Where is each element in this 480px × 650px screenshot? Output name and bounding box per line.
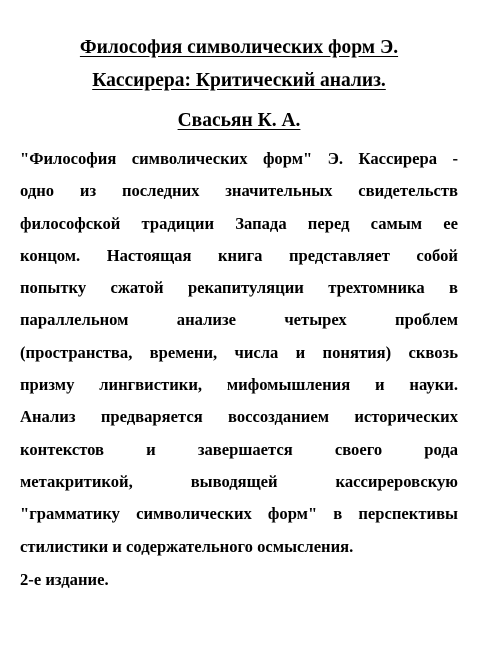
abstract-paragraph — [20, 143, 458, 563]
abstract-line: стилистики и содержательного осмысления. — [20, 536, 354, 556]
abstract-line: Анализ предваряется воссозданием исторических — [20, 407, 458, 427]
abstract-line: (пространства, времени, числа и понятия) сквозь — [20, 342, 458, 362]
document-title — [20, 0, 458, 97]
abstract-line: метакритикой, выводящей кассиреровскую — [20, 471, 458, 491]
abstract-line: контекстов и завершается своего рода — [20, 439, 458, 459]
abstract-line: "грамматику символических форм" в перспективы — [20, 504, 458, 524]
abstract-line: параллельном анализе четырех проблем — [20, 310, 458, 330]
edition-note: 2-е издание. — [20, 569, 109, 589]
title-line-2: Кассирера: Критический анализ. — [92, 70, 386, 91]
abstract-line: концом. Настоящая книга представляет собой — [20, 245, 458, 265]
abstract-line: "Философия символических форм" Э. Кассирера - — [20, 149, 458, 168]
abstract-line: философской традиции Запада перед самым ее — [20, 213, 458, 233]
abstract-line: одно из последних значительных свидетельств — [20, 181, 458, 201]
author-name: Свасьян К. А. — [177, 110, 301, 131]
abstract-line: попытку сжатой рекапитуляции трехтомника в — [20, 278, 458, 298]
abstract-line: призму лингвистики, мифомышления и науки. — [20, 375, 458, 395]
title-line-1: Философия символических форм Э. — [79, 37, 399, 58]
